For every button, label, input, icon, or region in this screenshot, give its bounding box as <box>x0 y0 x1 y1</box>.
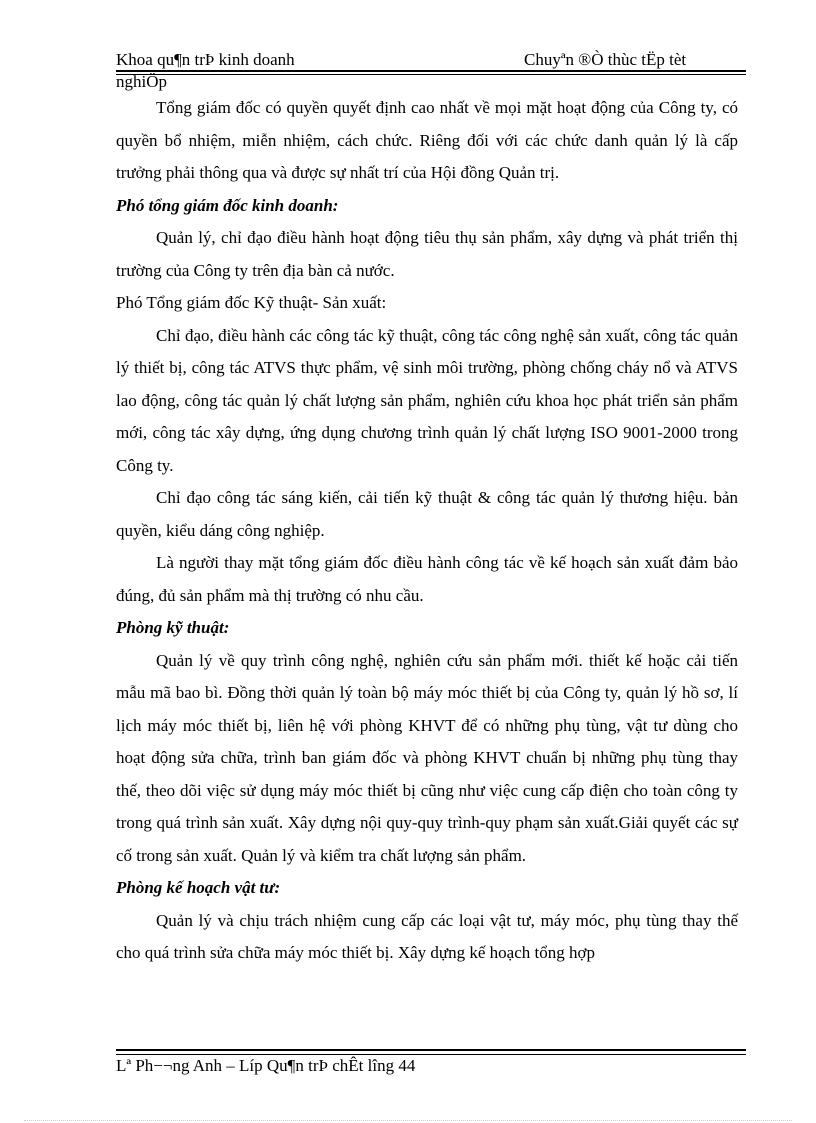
footer-rule-thin <box>116 1054 746 1055</box>
heading-deputy-technical: Phó Tổng giám đốc Kỹ thuật- Sản xuất: <box>116 293 387 312</box>
paragraph-deputy-technical-2: Chỉ đạo công tác sáng kiến, cải tiến kỹ thuật & công tác quản lý thương hiệu. bản quyền, kiểu dáng công nghiệp. <box>116 488 738 540</box>
page-footer: Lª Ph−¬ng Anh – Líp Qu¶n trÞ chÊt lîng 44 <box>116 1056 416 1075</box>
page-header <box>116 50 746 72</box>
paragraph-deputy-technical-3: Là người thay mặt tổng giám đốc điều hành công tác về kế hoạch sản xuất đảm bảo đúng, đủ sản phẩm mà thị trường có nhu cầu. <box>116 553 738 605</box>
footer-rule-thick <box>116 1049 746 1051</box>
paragraph-general-director: Tổng giám đốc có quyền quyết định cao nhất về mọi mặt hoạt động của Công ty, có quyền bổ nhiệm, miễn nhiệm, cách chức. Riêng đối với các chức danh quản lý là cấp trưởng phải thông qua và được sự nhất trí của Hội đồng Quản trị. <box>116 98 738 182</box>
heading-deputy-business: Phó tổng giám đốc kinh doanh: <box>116 195 339 215</box>
heading-planning-dept: Phòng kế hoạch vật tư: <box>116 878 281 897</box>
header-rule-thick <box>116 70 746 72</box>
heading-technical-dept: Phòng kỹ thuật: <box>116 618 230 637</box>
paragraph-deputy-business: Quản lý, chỉ đạo điều hành hoạt động tiêu thụ sản phẩm, xây dựng và phát triển thị trường của Công ty trên địa bàn cả nước. <box>116 228 738 280</box>
paragraph-deputy-technical-1: Chỉ đạo, điều hành các công tác kỹ thuật, công tác công nghệ sản xuất, công tác quản lý thiết bị, công tác ATVS thực phẩm, vệ sinh môi trường, phòng chống cháy nổ và ATVS lao động, công tác quản lý chất lượng sản phẩm, nghiên cứu khoa học phát triển sản phẩm mới, công tác xây dựng, ứng dụng chương trình quản lý chất lượng ISO 9001-2000 trong Công ty. <box>116 325 738 475</box>
header-faculty: Khoa qu¶n trÞ kinh doanh <box>116 50 295 69</box>
document-body <box>116 92 738 970</box>
paragraph-planning-dept: Quản lý và chịu trách nhiệm cung cấp các loại vật tư, máy móc, phụ tùng thay thế cho quá trình sửa chữa máy móc thiết bị. Xây dựng kế hoạch tổng hợp <box>116 910 738 962</box>
page-bottom-dotted-line <box>24 1120 792 1121</box>
header-document-title: Chuyªn ®Ò thùc tËp tèt <box>524 50 687 69</box>
header-rule-thin <box>116 74 746 75</box>
paragraph-technical-dept: Quản lý về quy trình công nghệ, nghiên cứu sản phẩm mới. thiết kế hoặc cải tiến mẫu mã bao bì. Đồng thời quản lý toàn bộ máy móc thiết bị của Công ty, quản lý hồ sơ, lí lịch máy móc thiết bị, liên hệ với phòng KHVT để có những phụ tùng, vật tư dùng cho hoạt động sửa chữa, trình ban giám đốc và phòng KHVT chuẩn bị những phụ tùng thay thế, theo dõi việc sử dụng máy móc thiết bị cũng như việc cung cấp điện cho toàn công ty trong quá trình sản xuất. Xây dựng nội quy-quy trình-quy phạm sản xuất.Giải quyết các sự cố trong sản xuất. Quản lý và kiểm tra chất lượng sản phẩm. <box>116 650 738 865</box>
header-document-title-continued: nghiÖp <box>116 72 167 91</box>
